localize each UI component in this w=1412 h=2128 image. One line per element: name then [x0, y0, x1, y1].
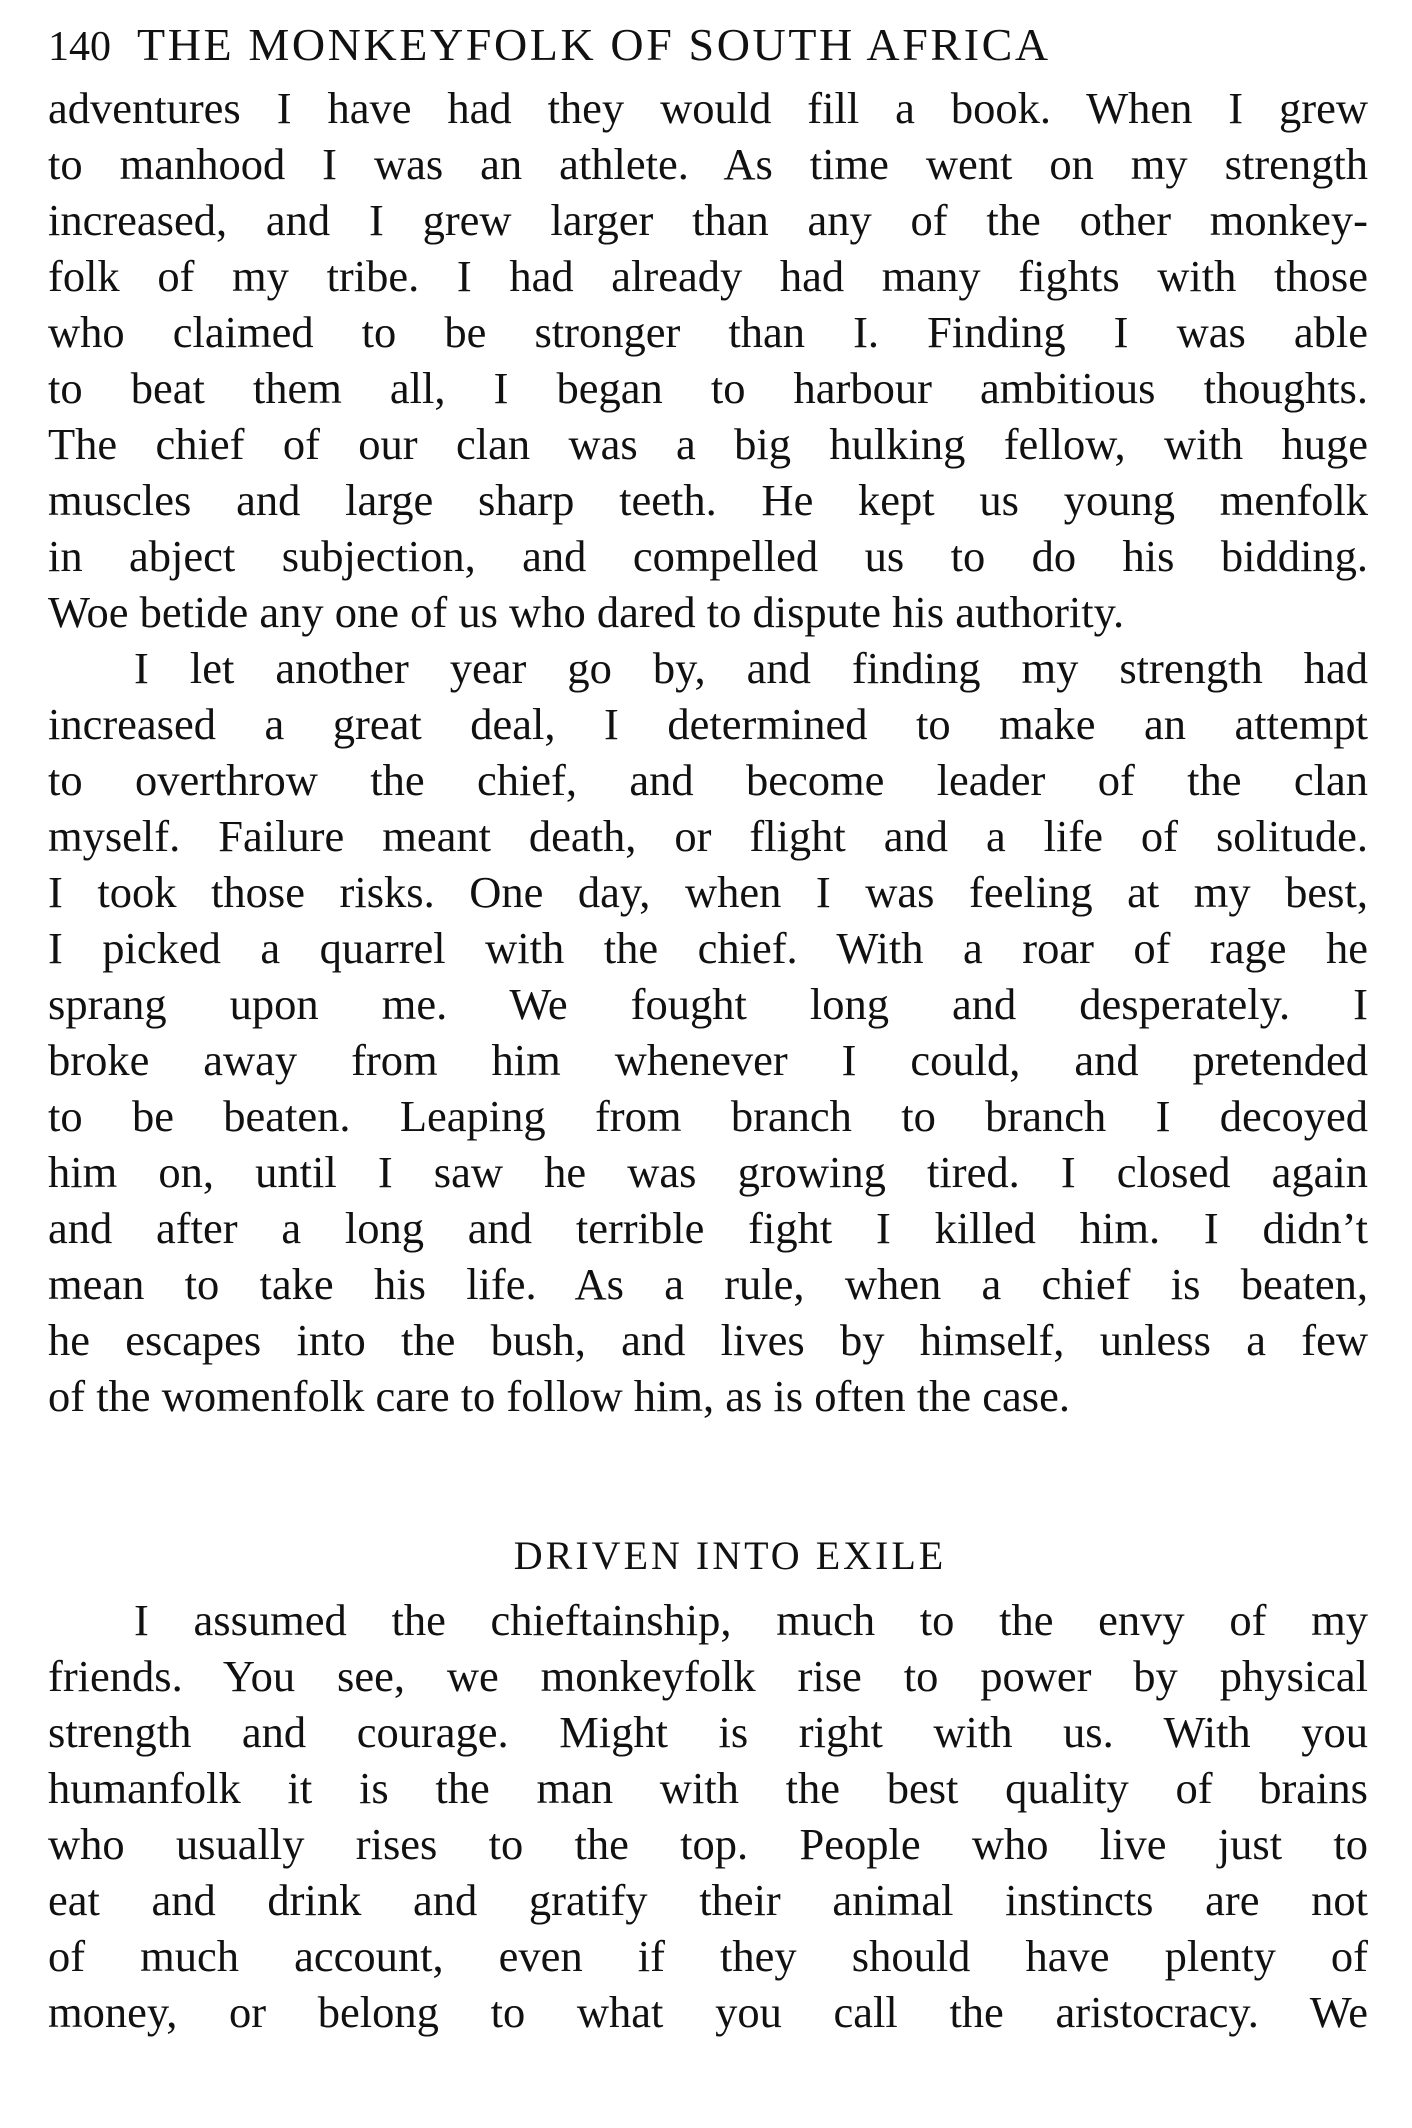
text-line: to overthrow the chief, and become leader of the clan	[48, 755, 1368, 805]
text-line: in abject subjection, and compelled us to do his bidding.	[48, 531, 1368, 581]
text-line: and after a long and terrible fight I killed him. I didn’t	[48, 1203, 1368, 1253]
text-line: eat and drink and gratify their animal instincts are not	[48, 1875, 1368, 1925]
text-line: myself. Failure meant death, or flight and a life of solitude.	[48, 811, 1368, 861]
page-number: 140	[48, 24, 111, 70]
text-line: of much account, even if they should have plenty of	[48, 1931, 1368, 1981]
text-line: he escapes into the bush, and lives by himself, unless a few	[48, 1315, 1368, 1365]
text-line: increased a great deal, I determined to make an attempt	[48, 699, 1368, 749]
text-line: muscles and large sharp teeth. He kept us young menfolk	[48, 475, 1368, 525]
text-line: friends. You see, we monkeyfolk rise to power by physical	[48, 1651, 1368, 1701]
running-head	[48, 18, 1368, 80]
paragraph-2	[48, 640, 1368, 1424]
body-text	[48, 80, 1368, 2040]
text-line: I assumed the chieftainship, much to the envy of my	[134, 1595, 1368, 1645]
text-line: mean to take his life. As a rule, when a chief is beaten,	[48, 1259, 1368, 1309]
section-heading: DRIVEN INTO EXILE	[513, 1533, 947, 1578]
text-line: Woe betide any one of us who dared to dispute his authority.	[48, 587, 1125, 637]
text-line: humanfolk it is the man with the best quality of brains	[48, 1763, 1368, 1813]
text-line: increased, and I grew larger than any of the other monkey-	[48, 195, 1368, 245]
running-title: THE MONKEYFOLK OF SOUTH AFRICA	[137, 19, 1051, 70]
text-line: money, or belong to what you call the aristocracy. We	[48, 1987, 1368, 2037]
text-line: to beat them all, I began to harbour ambitious thoughts.	[48, 363, 1368, 413]
text-line: adventures I have had they would fill a book. When I grew	[48, 83, 1368, 133]
paragraph-1	[48, 80, 1368, 640]
text-line: to be beaten. Leaping from branch to branch I decoyed	[48, 1091, 1368, 1141]
text-line: I picked a quarrel with the chief. With a roar of rage he	[48, 923, 1368, 973]
text-line: sprang upon me. We fought long and desperately. I	[48, 979, 1368, 1029]
text-line: of the womenfolk care to follow him, as is often the case.	[48, 1371, 1070, 1421]
text-line: I let another year go by, and finding my strength had	[134, 643, 1368, 693]
text-line: strength and courage. Might is right with us. With you	[48, 1707, 1368, 1757]
text-line: folk of my tribe. I had already had many fights with those	[48, 251, 1368, 301]
text-line: broke away from him whenever I could, and pretended	[48, 1035, 1368, 1085]
text-line: who claimed to be stronger than I. Finding I was able	[48, 307, 1368, 357]
text-line: to manhood I was an athlete. As time went on my strength	[48, 139, 1368, 189]
text-line: I took those risks. One day, when I was feeling at my best,	[48, 867, 1368, 917]
text-line: who usually rises to the top. People who live just to	[48, 1819, 1368, 1869]
book-page	[48, 18, 1368, 2040]
paragraph-3	[48, 1592, 1368, 2040]
section-gap	[48, 1424, 1368, 1520]
text-line: him on, until I saw he was growing tired. I closed again	[48, 1147, 1368, 1197]
text-line: The chief of our clan was a big hulking fellow, with huge	[48, 419, 1368, 469]
